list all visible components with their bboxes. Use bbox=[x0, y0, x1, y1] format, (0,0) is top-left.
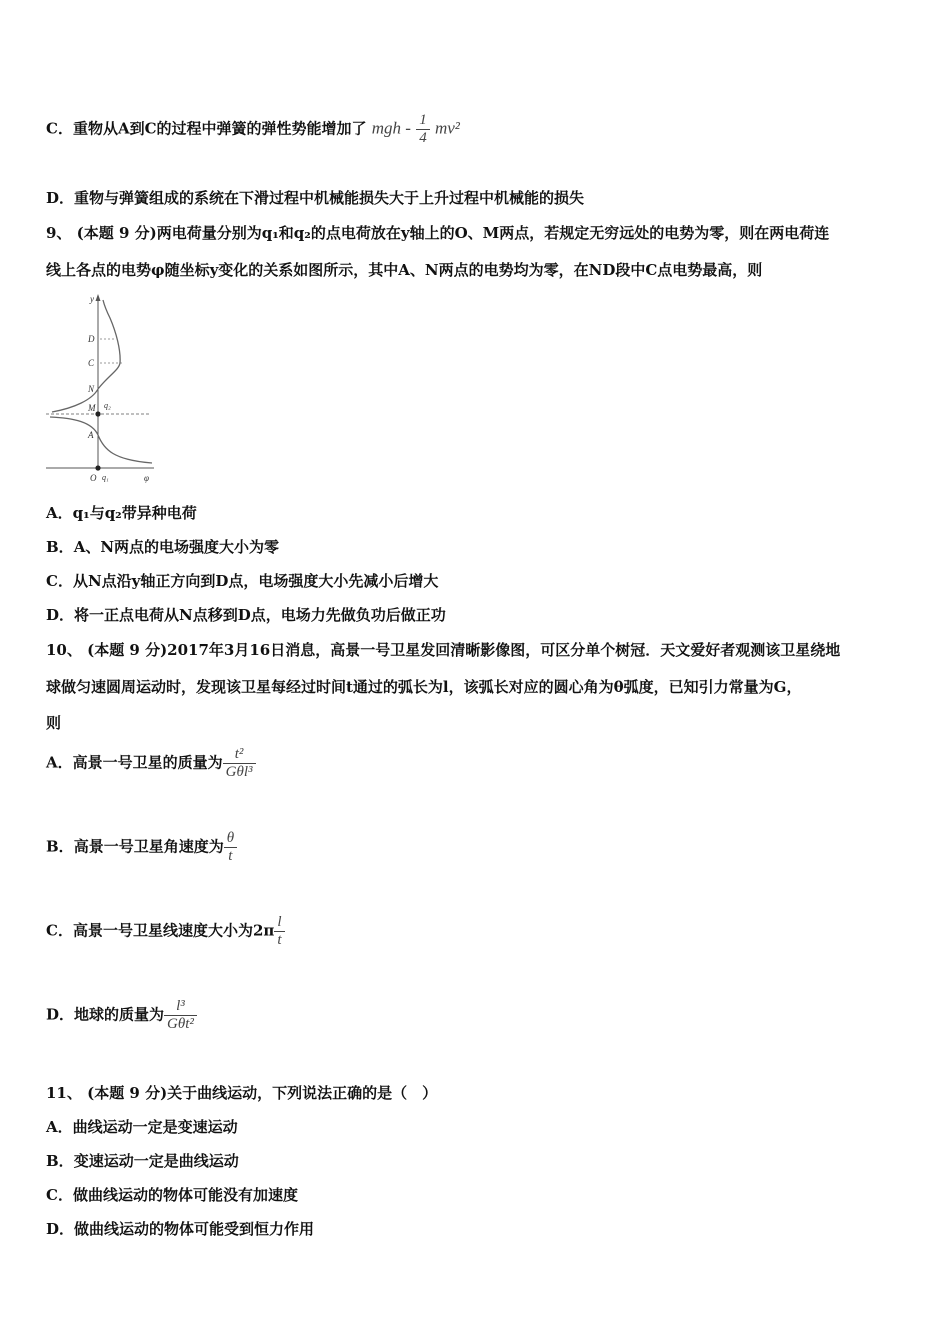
option-text: 做曲线运动的物体可能没有加速度 bbox=[72, 1186, 298, 1204]
y-axis-arrow bbox=[96, 294, 101, 301]
option-text: q₁与q₂带异种电荷 bbox=[72, 504, 197, 522]
option-label: D． bbox=[46, 189, 75, 207]
option-text: 高景一号卫星角速度为 bbox=[73, 837, 224, 856]
label-d: D bbox=[88, 334, 95, 344]
q11-option-a[interactable] bbox=[46, 1116, 238, 1137]
option-label: B． bbox=[46, 1152, 74, 1170]
q10-stem-line-2: 球做匀速圆周运动时，发现该卫星每经过时间t通过的弧长为l，该弧长对应的圆心角为θ弧度，已知引力常量为G， bbox=[46, 678, 802, 696]
fraction bbox=[274, 914, 284, 949]
expr-prefix: mgh - bbox=[371, 118, 411, 138]
upper-potential-curve bbox=[52, 300, 120, 412]
fraction-numerator: θ bbox=[226, 830, 235, 846]
q9-stem-line-2: 线上各点的电势φ随坐标y变化的关系如图所示，其中A、N两点的电势均为零，在ND段中C点电势最高，则 bbox=[46, 261, 763, 279]
label-q2: q₂ bbox=[104, 401, 111, 410]
fraction-numerator: t² bbox=[234, 746, 244, 762]
fraction-denominator: t bbox=[224, 847, 237, 865]
option-label: A． bbox=[46, 1118, 73, 1136]
option-text: 地球的质量为 bbox=[74, 1005, 165, 1024]
option-label: D． bbox=[46, 1220, 75, 1238]
potential-graph bbox=[44, 292, 160, 486]
fraction-denominator: 4 bbox=[416, 129, 430, 147]
expr-prefix: 2π bbox=[252, 921, 275, 940]
option-label: C． bbox=[46, 572, 73, 590]
label-m: M bbox=[88, 403, 96, 413]
q9-option-d[interactable] bbox=[46, 604, 446, 625]
option-text: 重物从A到C的过程中弹簧的弹性势能增加了 bbox=[72, 119, 367, 138]
option-label: B． bbox=[46, 837, 74, 856]
q9-option-b[interactable] bbox=[46, 536, 279, 557]
x-axis-label: φ bbox=[144, 473, 149, 483]
option-label: B． bbox=[46, 538, 74, 556]
q11-stem: 11、 (本题 9 分)关于曲线运动，下列说法正确的是（ ） bbox=[46, 1084, 438, 1102]
option-label: A． bbox=[46, 504, 73, 522]
q8-option-c[interactable] bbox=[46, 112, 460, 147]
option-label: C． bbox=[46, 1186, 73, 1204]
fraction-denominator: Gθl³ bbox=[223, 763, 256, 781]
q11-option-c[interactable] bbox=[46, 1184, 298, 1205]
option-label: C． bbox=[46, 119, 73, 138]
label-o: O bbox=[90, 473, 97, 483]
q11-option-b[interactable] bbox=[46, 1150, 239, 1171]
charge-q2-point bbox=[95, 411, 100, 416]
option-text: 从N点沿y轴正方向到D点，电场强度大小先减小后增大 bbox=[72, 572, 439, 590]
option-text: 变速运动一定是曲线运动 bbox=[73, 1152, 239, 1170]
option-label: D． bbox=[46, 606, 75, 624]
q9-option-a[interactable] bbox=[46, 502, 197, 523]
q10-stem-line-1: 10、 (本题 9 分)2017年3月16日消息，高景一号卫星发回清晰影像图，可区分单个树冠．天文爱好者观测该卫星绕地 bbox=[46, 641, 841, 659]
q10-option-d[interactable] bbox=[46, 998, 197, 1033]
option-text: A、N两点的电场强度大小为零 bbox=[73, 538, 280, 556]
q8-option-d[interactable] bbox=[46, 187, 584, 208]
option-text: 做曲线运动的物体可能受到恒力作用 bbox=[74, 1220, 315, 1238]
option-text: 重物与弹簧组成的系统在下滑过程中机械能损失大于上升过程中机械能的损失 bbox=[74, 189, 585, 207]
option-label: C． bbox=[46, 921, 73, 940]
fraction bbox=[416, 112, 430, 147]
option-text: 曲线运动一定是变速运动 bbox=[72, 1118, 238, 1136]
y-axis-label: y bbox=[90, 294, 94, 304]
fraction bbox=[223, 746, 256, 781]
fraction-numerator: l bbox=[277, 914, 282, 930]
fraction-denominator: Gθt² bbox=[164, 1015, 197, 1033]
potential-graph-figure bbox=[44, 292, 160, 490]
label-c: C bbox=[88, 358, 95, 368]
option-text: 将一正点电荷从N点移到D点，电场力先做负功后做正功 bbox=[74, 606, 446, 624]
fraction-denominator: t bbox=[274, 931, 284, 949]
charge-q1-point bbox=[95, 465, 100, 470]
q9-option-c[interactable] bbox=[46, 570, 438, 591]
option-label: D． bbox=[46, 1005, 75, 1024]
q10-option-a[interactable] bbox=[46, 746, 256, 781]
q10-stem-line-3: 则 bbox=[46, 714, 62, 732]
label-n: N bbox=[88, 384, 95, 394]
lower-potential-curve bbox=[50, 417, 152, 463]
q11-option-d[interactable] bbox=[46, 1218, 314, 1239]
expr-suffix: mv² bbox=[434, 118, 460, 138]
option-label: A． bbox=[46, 753, 73, 772]
q9-stem-line-1: 9、 (本题 9 分)两电荷量分别为q₁和q₂的点电荷放在y轴上的O、M两点，若规定无穷远处的电势为零，则在两电荷连 bbox=[46, 224, 830, 242]
fraction-numerator: 1 bbox=[419, 112, 427, 128]
fraction-numerator: l³ bbox=[176, 998, 185, 1014]
label-q1: q₁ bbox=[102, 473, 109, 482]
q10-option-b[interactable] bbox=[46, 830, 237, 865]
q10-option-c[interactable] bbox=[46, 914, 285, 949]
fraction bbox=[224, 830, 237, 865]
option-text: 高景一号卫星线速度大小为 bbox=[72, 921, 253, 940]
label-a: A bbox=[88, 430, 94, 440]
option-text: 高景一号卫星的质量为 bbox=[72, 753, 223, 772]
fraction bbox=[164, 998, 197, 1033]
